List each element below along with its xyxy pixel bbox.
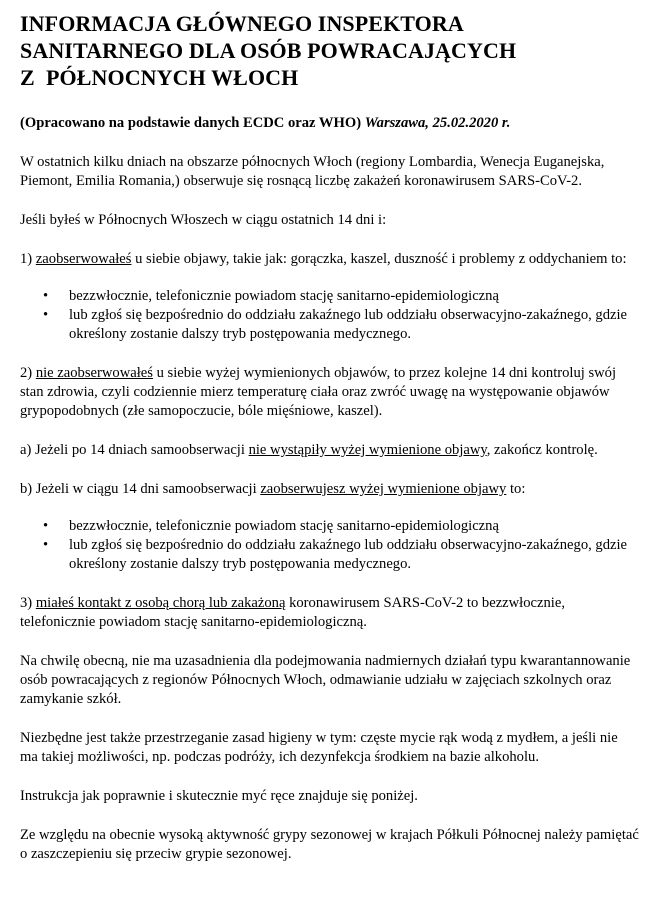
title-line-1: INFORMACJA GŁÓWNEGO INSPEKTORA — [20, 11, 464, 36]
point-2b-rest: to: — [506, 481, 526, 497]
point-2a — [20, 441, 639, 460]
point-3 — [20, 594, 639, 632]
point-3-rest: koronawirusem SARS-CoV-2 to bezzwłocznie, telefonicznie powiadom stację sanitarno-epidemiologiczną. — [20, 595, 565, 630]
condition-paragraph: Jeśli byłeś w Północnych Włoszech w ciągu ostatnich 14 dni i: — [20, 212, 387, 228]
point-3-prefix: 3) — [20, 595, 36, 611]
bullet-list-1 — [20, 287, 639, 344]
bullet-icon: • — [43, 288, 49, 304]
bullet-icon: • — [43, 307, 49, 323]
list-item — [20, 536, 639, 574]
subtitle-source: (Opracowano na podstawie danych ECDC oraz WHO) — [20, 115, 362, 131]
point-2a-underlined: nie wystąpiły wyżej wymienione objawy — [248, 442, 487, 458]
point-1-prefix: 1) — [20, 251, 36, 267]
list-item-text: lub zgłoś się bezpośrednio do oddziału zakaźnego lub oddziału obserwacyjno-zakaźnego, gdzie określony zostanie dalszy tryb postępowania medycznego. — [69, 537, 628, 572]
hygiene-paragraph: Niezbędne jest także przestrzeganie zasad higieny w tym: częste mycie rąk wodą z mydłem, a jeśli nie ma takiej możliwości, np. podczas podróży, ich dezynfekcja środkiem na bazie alkoholu. — [20, 730, 618, 765]
subtitle-place-date: Warszawa, 25.02.2020 r. — [364, 115, 511, 131]
point-1-rest: u siebie objawy, takie jak: gorączka, kaszel, duszność i problemy z oddychaniem to: — [131, 251, 627, 267]
point-2b-underlined: zaobserwujesz wyżej wymienione objawy — [260, 481, 507, 497]
instruction-paragraph: Instrukcja jak poprawnie i skutecznie myć ręce znajduje się poniżej. — [20, 788, 418, 804]
bullet-icon: • — [43, 537, 49, 553]
point-2a-rest: , zakończ kontrolę. — [486, 442, 598, 458]
title-line-2: SANITARNEGO DLA OSÓB POWRACAJĄCYCH — [20, 38, 517, 63]
flu-paragraph: Ze względu na obecnie wysoką aktywność grypy sezonowej w krajach Półkuli Północnej należy pamiętać o zaszczepieniu się przeciw grypie sezonowej. — [20, 827, 639, 862]
bullet-icon: • — [43, 518, 49, 534]
point-2-rest: u siebie wyżej wymienionych objawów, to przez kolejne 14 dni kontroluj swój stan zdrowia, czyli codziennie mierz temperaturę ciała oraz zwróć uwagę na występowanie objawów grypopodobnych (złe samopoczucie, bóle mięśniowe, kaszel). — [20, 365, 617, 419]
document-title — [20, 10, 639, 91]
point-2a-prefix: a) Jeżeli po 14 dniach samoobserwacji — [20, 442, 249, 458]
document-subtitle — [20, 114, 639, 133]
point-1-underlined: zaobserwowałeś — [35, 251, 132, 267]
intro-paragraph: W ostatnich kilku dniach na obszarze północnych Włoch (regiony Lombardia, Wenecja Euganejska, Piemont, Emilia Romania,) obserwuje się rosnącą liczbę zakażeń koronawirusem SARS-CoV-2. — [20, 154, 605, 189]
point-2-prefix: 2) — [20, 365, 36, 381]
point-2b-prefix: b) Jeżeli w ciągu 14 dni samoobserwacji — [20, 481, 261, 497]
point-1 — [20, 250, 639, 269]
list-item-text: lub zgłoś się bezpośrednio do oddziału zakaźnego lub oddziału obserwacyjno-zakaźnego, gdzie określony zostanie dalszy tryb postępowania medycznego. — [69, 307, 628, 342]
list-item-text: bezzwłocznie, telefonicznie powiadom stację sanitarno-epidemiologiczną — [69, 518, 499, 534]
point-2 — [20, 364, 639, 421]
list-item — [20, 306, 639, 344]
bullet-list-2 — [20, 517, 639, 574]
list-item — [20, 287, 639, 306]
list-item — [20, 517, 639, 536]
title-line-3: Z PÓŁNOCNYCH WŁOCH — [20, 65, 299, 90]
point-2b — [20, 480, 639, 499]
list-item-text: bezzwłocznie, telefonicznie powiadom stację sanitarno-epidemiologiczną — [69, 288, 499, 304]
current-situation-paragraph: Na chwilę obecną, nie ma uzasadnienia dla podejmowania nadmiernych działań typu kwarantannowanie osób powracających z regionów Północnych Włoch, odmawianie udziału w zajęciach szkolnych oraz zamykanie szkół. — [20, 653, 631, 707]
point-3-underlined: miałeś kontakt z osobą chorą lub zakażoną — [35, 595, 286, 611]
point-2-underlined: nie zaobserwowałeś — [35, 365, 153, 381]
